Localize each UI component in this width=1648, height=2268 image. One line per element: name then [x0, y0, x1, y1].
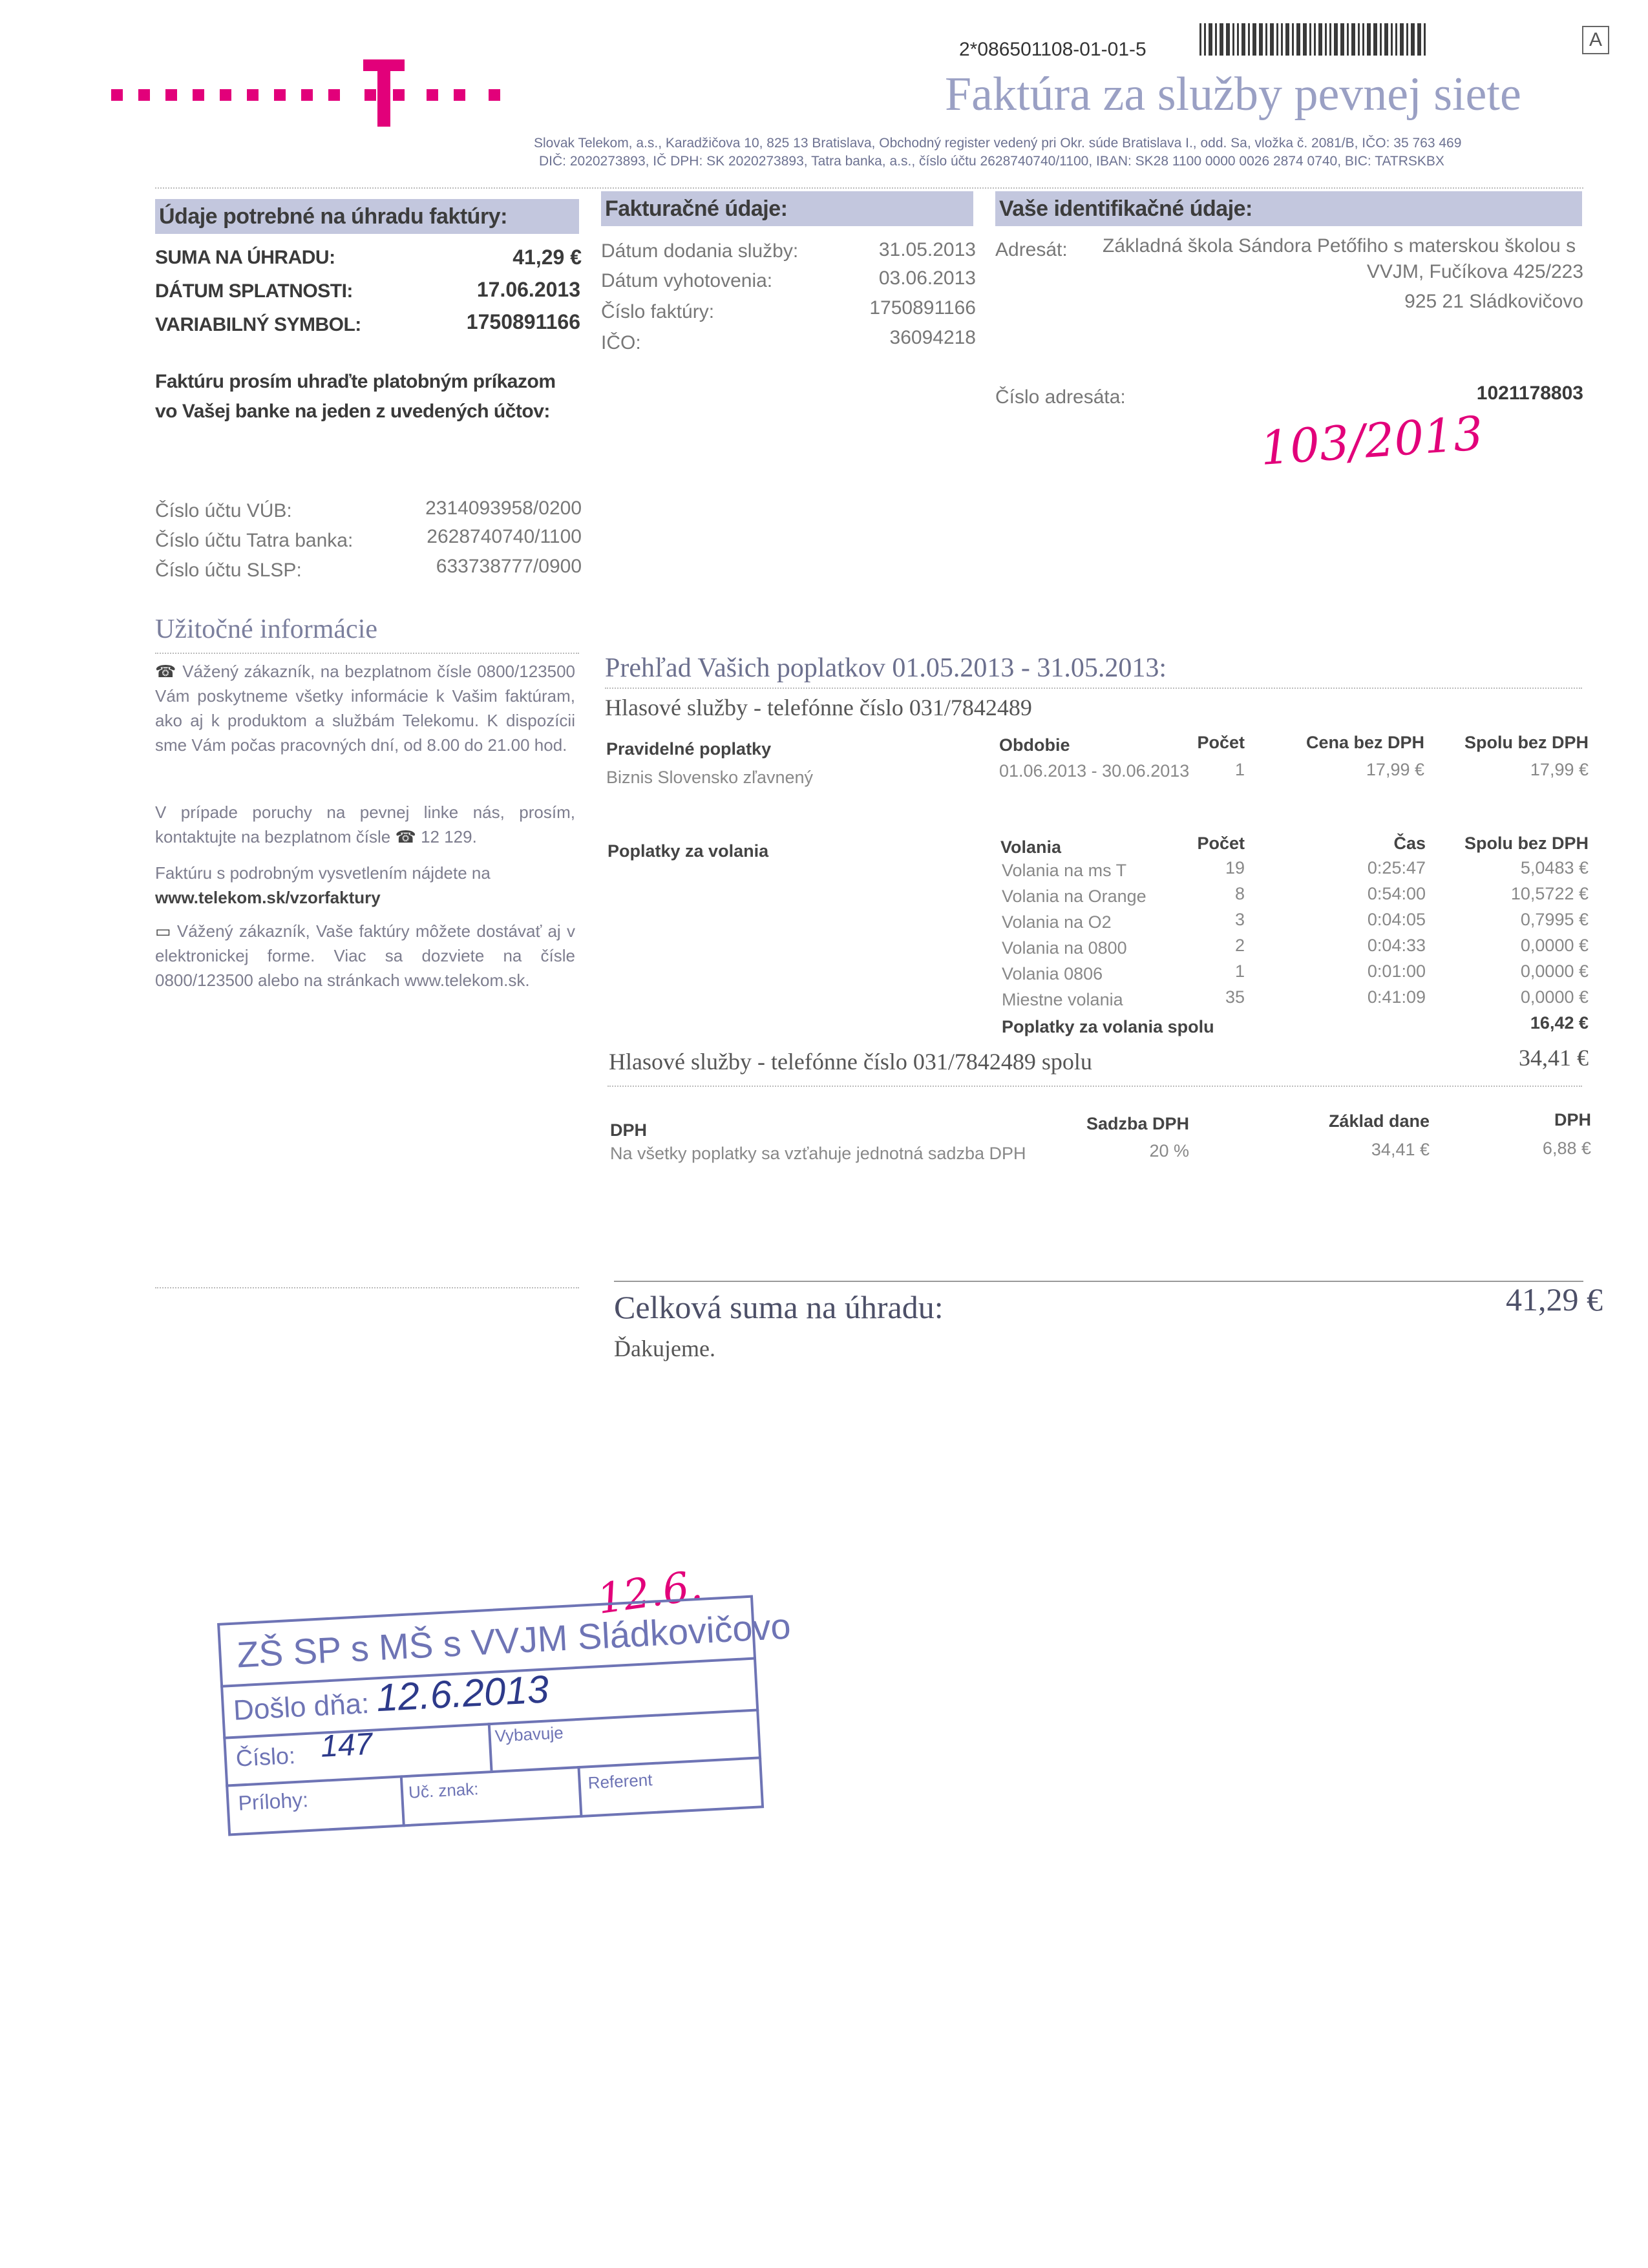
calls-count-header: Počet [1197, 834, 1245, 853]
grand-total-label: Celková suma na úhradu: [614, 1289, 944, 1325]
service-total-divider [607, 1086, 1582, 1087]
logo-dot [328, 89, 340, 101]
stamp-booking-label: Uč. znak: [408, 1779, 480, 1802]
barcode-bar [1220, 23, 1223, 56]
call-time: 0:01:00 [1367, 961, 1426, 981]
address-line1: Základná škola Sándora Petőfiho s materskou školou s [1103, 235, 1576, 257]
call-time: 0:41:09 [1367, 987, 1426, 1007]
account-slsp-label: Číslo účtu SLSP: [155, 560, 302, 581]
payment-instruction-line1: Faktúru prosím uhraďte platobným príkazom [155, 371, 556, 392]
service-total-value: 34,41 € [1519, 1045, 1589, 1071]
logo-dot [193, 89, 204, 101]
barcode-bar [1400, 23, 1404, 56]
price-header: Cena bez DPH [1305, 733, 1424, 752]
fees-overview-heading: Prehľad Vašich poplatkov 01.05.2013 - 31.05.2013: [605, 653, 1167, 683]
vat-description: Na všetky poplatky sa vzťahuje jednotná sadzba DPH [610, 1144, 1026, 1163]
barcode-bar [1252, 23, 1256, 56]
delivery-date-value: 31.05.2013 [878, 239, 976, 260]
barcode-bar [1424, 23, 1426, 56]
barcode-bar [1380, 23, 1382, 56]
sample-invoice-link[interactable]: www.telekom.sk/vzorfaktury [155, 888, 381, 907]
vat-base-header: Základ dane [1328, 1111, 1430, 1131]
variable-symbol-label: VARIABILNÝ SYMBOL: [155, 314, 361, 335]
call-count: 19 [1225, 858, 1245, 877]
ico-label: IČO: [601, 332, 641, 353]
barcode-bar [1241, 23, 1245, 56]
logo-dot [301, 89, 313, 101]
barcode-bar [1276, 23, 1278, 56]
barcode-bar [1391, 23, 1393, 56]
due-date-label: DÁTUM SPLATNOSTI: [155, 280, 353, 302]
barcode-bar [1199, 23, 1201, 56]
barcode-bar [1309, 23, 1311, 56]
barcode-bar [1334, 23, 1338, 56]
barcode-bar [1265, 23, 1267, 56]
call-count: 35 [1225, 987, 1245, 1007]
service-total-label: Hlasové služby - telefónne číslo 031/7842489 spolu [609, 1049, 1092, 1075]
call-type: Miestne volania [1002, 990, 1123, 1009]
barcode-bar [1362, 23, 1364, 56]
recipient-number-value: 1021178803 [1476, 383, 1583, 404]
barcode-bar [1347, 23, 1349, 56]
barcode-bar [1303, 23, 1307, 56]
invoice-title: Faktúra za služby pevnej siete [945, 68, 1521, 121]
barcode-bar [1248, 23, 1250, 56]
logo-dot [138, 89, 150, 101]
vat-rate-header: Sadzba DPH [1086, 1114, 1189, 1133]
barcode-bar [1215, 23, 1217, 56]
payment-amount-label: SUMA NA ÚHRADU: [155, 247, 335, 268]
account-slsp-value: 633738777/0900 [436, 556, 582, 577]
regular-fees-title: Pravidelné poplatky [606, 739, 772, 759]
stamp-referent-label: Referent [587, 1770, 653, 1793]
barcode-bar [1411, 23, 1415, 56]
payment-amount-value: 41,29 € [512, 246, 582, 269]
document-code: 2*086501108-01-01-5 [959, 39, 1146, 60]
stamp-received-label: Došlo dňa: [232, 1687, 370, 1727]
regular-fee-total: 17,99 € [1530, 760, 1589, 779]
identification-heading: Vaše identifikačné údaje: [995, 191, 1582, 226]
calls-total-header: Spolu bez DPH [1464, 834, 1589, 853]
call-time: 0:25:47 [1367, 858, 1426, 877]
logo-t-stem [377, 59, 390, 127]
barcode-bar [1281, 23, 1283, 56]
calls-time-header: Čas [1393, 834, 1426, 853]
barcode-bar [1340, 23, 1344, 56]
logo-dot [165, 89, 177, 101]
address-line2: VVJM, Fučíkova 425/223 [1366, 261, 1583, 282]
logo-dot [454, 89, 465, 101]
call-count: 3 [1234, 910, 1245, 929]
call-total: 0,7995 € [1520, 910, 1589, 929]
company-info-line2: DIČ: 2020273893, IČ DPH: SK 2020273893, Tatra banka, a.s., číslo účtu 2628740740/1100, IBAN: SK28 1100 0000 0026 2874 0740, BIC: TATRSKBX [539, 154, 1444, 169]
recipient-number-label: Číslo adresáta: [995, 386, 1126, 408]
handwritten-registration-number: 103/2013 [1258, 406, 1485, 476]
stamp-attachments-label: Prílohy: [237, 1788, 309, 1815]
payment-heading: Údaje potrebné na úhradu faktúry: [155, 199, 579, 234]
calls-header: Volania [1000, 837, 1062, 857]
barcode-bar [1226, 23, 1230, 56]
calls-sum-label: Poplatky za volania spolu [1002, 1017, 1214, 1036]
handwritten-date-note: 12.6. [594, 1562, 706, 1624]
barcode-bar [1373, 23, 1377, 56]
address-label: Adresát: [995, 239, 1068, 260]
barcode-bar [1204, 23, 1206, 56]
useful-info-para4 [155, 919, 575, 992]
barcode-bar [1329, 23, 1331, 56]
barcode-bar [1395, 23, 1397, 56]
call-type: Volania na Orange [1002, 887, 1146, 906]
regular-fee-name: Biznis Slovensko zľavnený [606, 768, 814, 787]
stamp-handling-label: Vybavuje [494, 1723, 564, 1746]
barcode-bar [1406, 23, 1408, 56]
barcode-bar [1296, 23, 1300, 56]
call-count: 8 [1234, 884, 1245, 903]
count-header: Počet [1197, 733, 1245, 752]
useful-info-para3-text: Faktúru s podrobným vysvetlením nájdete na [155, 863, 491, 883]
grand-total-value: 41,29 € [1506, 1281, 1603, 1318]
call-total: 0,0000 € [1520, 987, 1589, 1007]
call-total: 0,0000 € [1520, 961, 1589, 981]
barcode-bar [1325, 23, 1327, 56]
invoice-number-label: Číslo faktúry: [601, 301, 715, 322]
copy-mark: A [1582, 26, 1609, 54]
barcode-bar [1358, 23, 1360, 56]
barcode-bar [1270, 23, 1274, 56]
account-vub-value: 2314093958/0200 [425, 498, 582, 519]
call-type: Volania 0806 [1002, 964, 1103, 983]
barcode-bar [1259, 23, 1263, 56]
logo-dot [274, 89, 286, 101]
regular-fee-price: 17,99 € [1366, 760, 1424, 779]
call-time: 0:04:05 [1367, 910, 1426, 929]
barcode-bar [1318, 23, 1322, 56]
phone-icon: ☎ [395, 827, 416, 846]
useful-info-para4-text: Vážený zákazník, Vaše faktúry môžete dostávať aj v elektronickej forme. Viac sa dozviete na čísle 0800/123500 alebo na stránkach www.telekom.sk. [155, 921, 575, 990]
variable-symbol-value: 1750891166 [466, 310, 580, 333]
useful-info-para1-text: Vážený zákazník, na bezplatnom čísle 0800/123500 Vám poskytneme všetky informácie k Vašim faktúram, ako aj k produktom a službám Telekomu. K dispozícii sme Vám počas pracovných dní, od 8.00 do 21.00 hod. [155, 662, 575, 755]
overview-divider [605, 688, 1582, 689]
call-type: Volania na O2 [1002, 912, 1112, 932]
call-total: 0,0000 € [1520, 936, 1589, 955]
vat-title: DPH [610, 1120, 648, 1140]
call-type: Volania na 0800 [1002, 938, 1127, 958]
barcode [1199, 23, 1428, 56]
ico-value: 36094218 [889, 327, 976, 348]
logo-dot [111, 89, 123, 101]
thanks-text: Ďakujeme. [614, 1336, 715, 1361]
barcode-bar [1237, 23, 1239, 56]
address-line3: 925 21 Sládkovičovo [1404, 291, 1583, 312]
logo-dot [247, 89, 259, 101]
logo-dot [220, 89, 231, 101]
call-total: 5,0483 € [1520, 858, 1589, 877]
stamp-title: ZŠ SP s MŠ s VVJM Sládkovičovo [235, 1605, 792, 1675]
barcode-bar [1209, 23, 1212, 56]
barcode-bar [1285, 23, 1289, 56]
useful-info-divider [155, 653, 579, 654]
fault-phone-number: 12 129. [421, 827, 477, 846]
call-time: 0:54:00 [1367, 884, 1426, 903]
barcode-bar [1367, 23, 1371, 56]
vat-amount-value: 6,88 € [1542, 1139, 1591, 1158]
logo-dot [489, 89, 500, 101]
total-divider-left [155, 1287, 579, 1288]
invoice-number-value: 1750891166 [869, 297, 976, 319]
account-vub-label: Číslo účtu VÚB: [155, 500, 292, 521]
computer-icon: ▭ [155, 921, 171, 941]
barcode-bar [1417, 23, 1421, 56]
registry-stamp [217, 1595, 792, 1836]
useful-info-para2-text: V prípade poruchy na pevnej linke nás, prosím, kontaktujte na bezplatnom čísle [155, 803, 575, 846]
useful-info-para3 [155, 861, 575, 910]
total-header: Spolu bez DPH [1464, 733, 1589, 752]
issue-date-label: Dátum vyhotovenia: [601, 270, 773, 291]
barcode-bar [1351, 23, 1355, 56]
calls-fees-title: Poplatky za volania [607, 841, 769, 861]
vat-rate-value: 20 % [1149, 1141, 1189, 1160]
useful-info-para2 [155, 800, 575, 849]
regular-fee-count: 1 [1234, 760, 1245, 779]
barcode-bar [1292, 23, 1294, 56]
logo-dot [393, 89, 405, 101]
call-count: 1 [1234, 961, 1245, 981]
call-count: 2 [1234, 936, 1245, 955]
account-tatra-label: Číslo účtu Tatra banka: [155, 530, 354, 551]
company-info-line1: Slovak Telekom, a.s., Karadžičova 10, 825 13 Bratislava, Obchodný register vedený pri Okr. súde Bratislava I., odd. Sa, vložka č. 2081/B, IČO: 35 763 469 [534, 136, 1462, 151]
calls-sum-value: 16,42 € [1530, 1013, 1589, 1033]
vat-base-value: 34,41 € [1371, 1140, 1430, 1159]
service-heading: Hlasové služby - telefónne číslo 031/7842489 [605, 695, 1032, 720]
logo-dot [364, 89, 376, 101]
header-divider [155, 187, 1583, 189]
useful-info-para1 [155, 659, 575, 757]
account-tatra-value: 2628740740/1100 [427, 526, 582, 547]
invoice-data-heading: Fakturačné údaje: [601, 191, 973, 226]
call-type: Volania na ms T [1002, 861, 1127, 880]
stamp-handwritten-date: 12.6.2013 [375, 1667, 550, 1720]
barcode-bar [1384, 23, 1388, 56]
call-time: 0:04:33 [1367, 936, 1426, 955]
logo-dot [427, 89, 438, 101]
issue-date-value: 03.06.2013 [878, 268, 976, 289]
period-header: Obdobie [999, 735, 1070, 755]
payment-instruction-line2: vo Vašej banke na jeden z uvedených účtov: [155, 401, 550, 422]
barcode-bar [1314, 23, 1316, 56]
useful-info-heading: Užitočné informácie [155, 614, 377, 644]
due-date-value: 17.06.2013 [476, 278, 580, 301]
stamp-number-label: Číslo: [235, 1741, 296, 1772]
phone-icon: ☎ [155, 662, 177, 681]
regular-fee-period: 01.06.2013 - 30.06.2013 [999, 761, 1190, 781]
vat-amount-header: DPH [1554, 1110, 1591, 1129]
barcode-bar [1232, 23, 1234, 56]
stamp-handwritten-number: 147 [319, 1727, 374, 1764]
call-total: 10,5722 € [1510, 884, 1589, 903]
delivery-date-label: Dátum dodania služby: [601, 240, 799, 262]
